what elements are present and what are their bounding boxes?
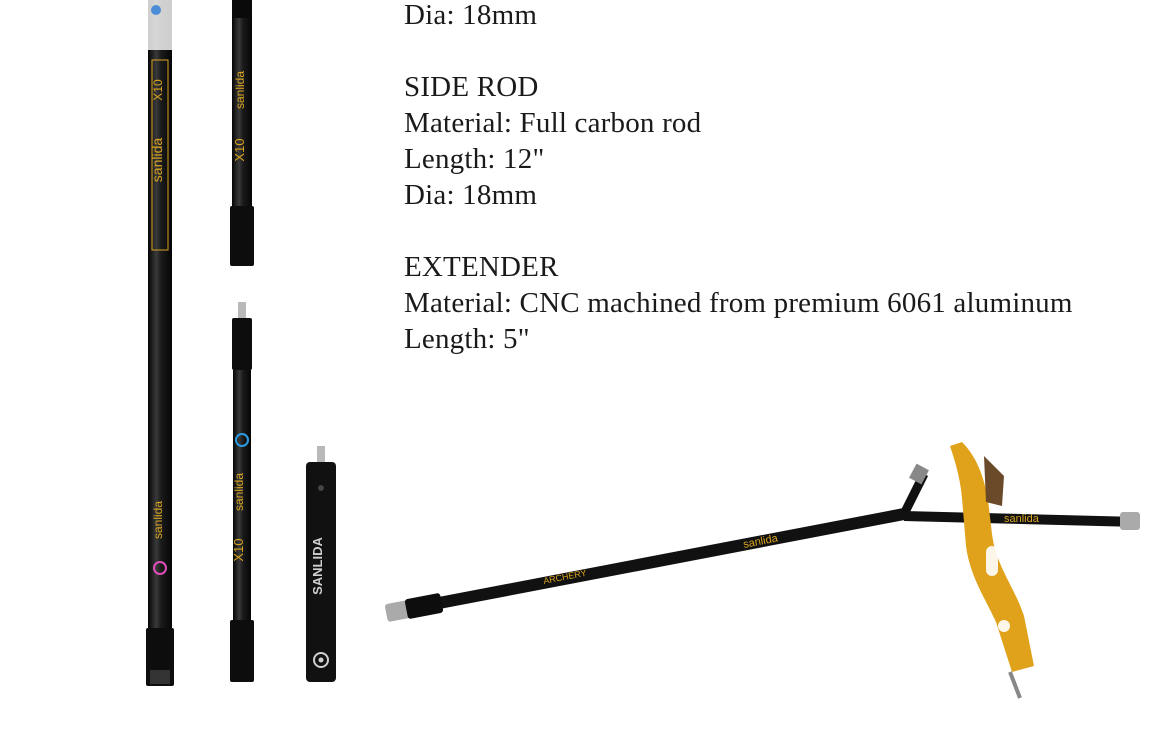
long-rod-brand: sanlida xyxy=(149,137,165,183)
side-rod-lower-brand: sanlida xyxy=(232,472,246,512)
extender-heading: EXTENDER xyxy=(404,251,559,283)
spec-side-rod xyxy=(404,69,701,213)
long-rod-model: X10 xyxy=(151,79,165,101)
side-rod-length: Length: 12" xyxy=(404,143,545,175)
assembled-bow-image xyxy=(384,436,1144,726)
spec-extender xyxy=(404,249,1073,357)
extender-length: Length: 5" xyxy=(404,323,530,355)
spec-top-fragment xyxy=(404,0,537,33)
side-rod-material: Material: Full carbon rod xyxy=(404,107,702,139)
assembled-rod-brand: sanlida xyxy=(742,532,779,551)
side-rod-upper-brand: sanlida xyxy=(233,70,247,110)
extender-material: Material: CNC machined from premium 6061 aluminum xyxy=(404,287,1073,319)
long-rod-brand-2: sanlida xyxy=(151,500,165,540)
long-rod-image xyxy=(140,0,180,690)
side-rod-upper-model: X10 xyxy=(232,138,247,162)
side-rod-upper-image xyxy=(226,0,258,270)
extender-brand: SANLIDA xyxy=(310,537,325,595)
side-rod-lower-model: X10 xyxy=(231,538,246,562)
side-rod-lower-image xyxy=(226,302,258,686)
assembled-side-brand: sanlida xyxy=(1004,513,1039,525)
assembled-rod-series: ARCHERY xyxy=(542,567,588,586)
side-rod-dia: Dia: 18mm xyxy=(404,179,538,211)
spec-top-dia: Dia: 18mm xyxy=(404,0,538,31)
side-rod-heading: SIDE ROD xyxy=(404,71,539,103)
extender-image xyxy=(304,446,338,686)
